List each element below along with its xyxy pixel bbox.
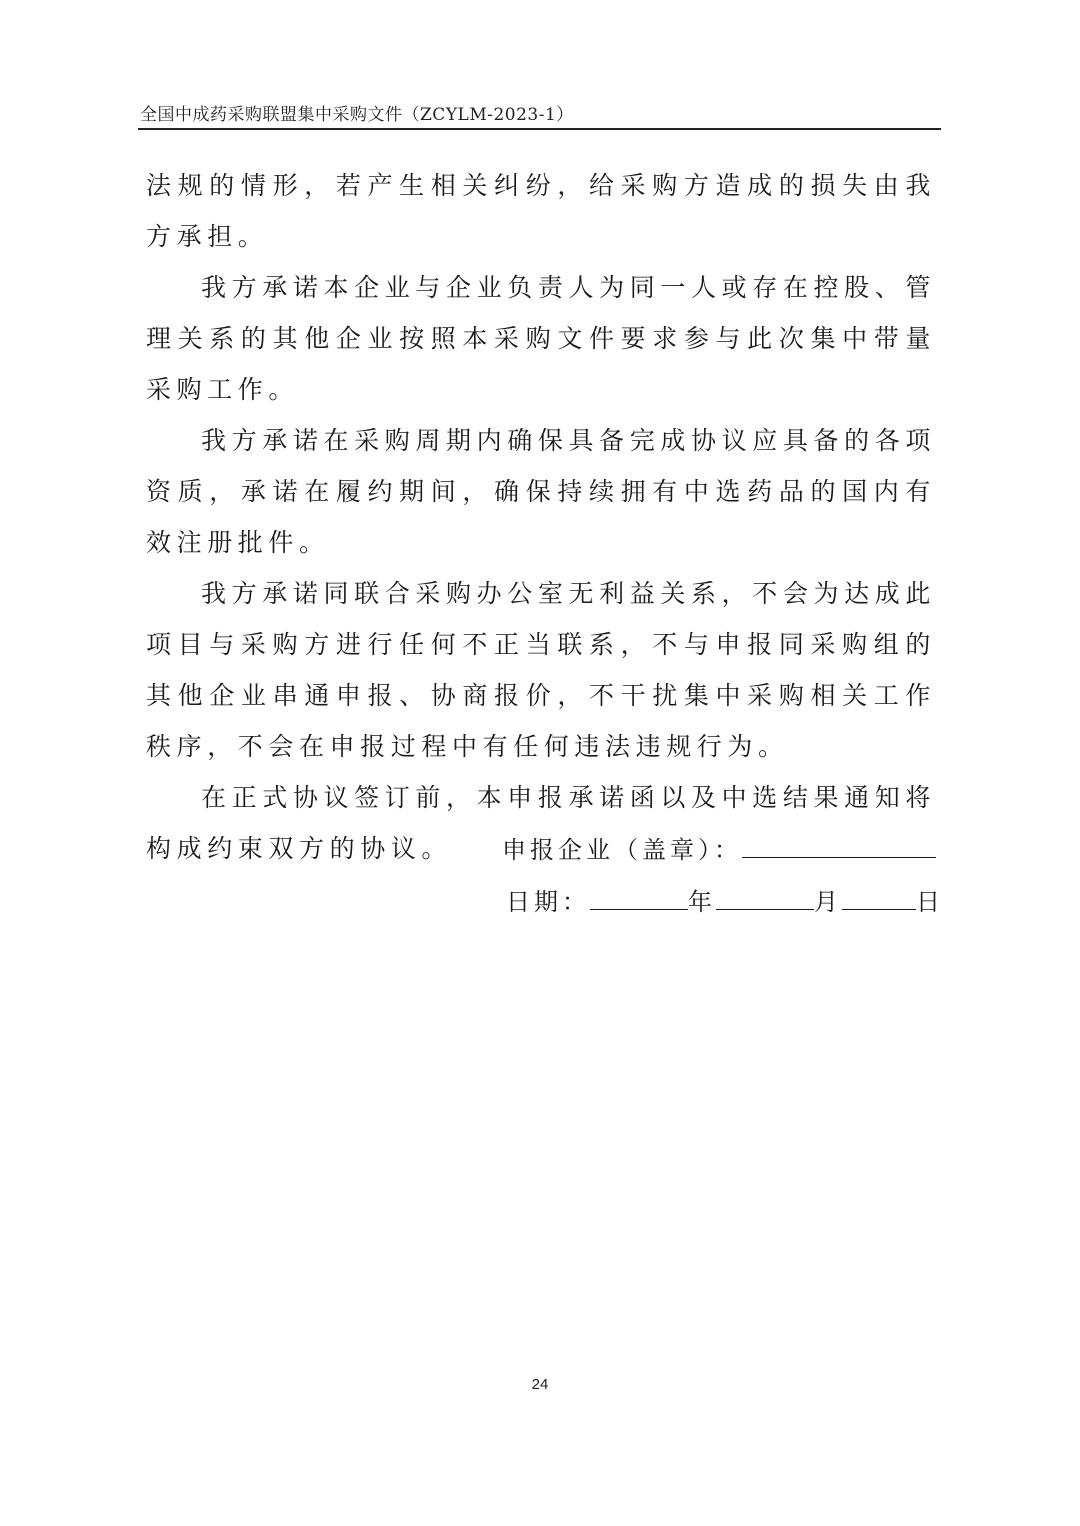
company-seal-label: 申报企业（盖章）： (502, 836, 742, 864)
paragraph-commitment-affiliates: 我方承诺本企业与企业负责人为同一人或存在控股、管理关系的其他企业按照本采购文件要求参与此次集中带量采购工作。 (146, 273, 936, 404)
day-blank (842, 883, 916, 910)
day-label: 日 (916, 888, 944, 916)
company-seal-blank (742, 831, 936, 858)
paragraph-binding-agreement: 在正式协议签订前，本申报承诺函以及中选结果通知将构成约束双方的协议。 (146, 783, 936, 863)
year-label: 年 (688, 888, 716, 916)
company-seal-line (502, 830, 936, 865)
header-title: 全国中成药采购联盟集中采购文件（ZCYLM-2023-1） (140, 105, 574, 125)
paragraph-commitment-no-collusion: 我方承诺同联合采购办公室无利益关系，不会为达成此项目与采购方进行任何不正当联系，不与申报同采购组的其他企业串通申报、协商报价，不干扰集中采购相关工作秩序，不会在申报过程中有任何违法违规行为。 (146, 579, 936, 761)
date-label: 日期： (506, 888, 590, 916)
month-blank (716, 883, 814, 910)
document-body (146, 160, 936, 874)
year-blank (590, 883, 688, 910)
month-label: 月 (814, 888, 842, 916)
date-line (506, 882, 944, 917)
page-number: 24 (531, 1376, 549, 1393)
paragraph-continuation: 法规的情形，若产生相关纠纷，给采购方造成的损失由我方承担。 (146, 171, 936, 251)
header-divider (138, 128, 941, 130)
paragraph-commitment-qualifications: 我方承诺在采购周期内确保具备完成协议应具备的各项资质，承诺在履约期间，确保持续拥有中选药品的国内有效注册批件。 (146, 426, 936, 557)
